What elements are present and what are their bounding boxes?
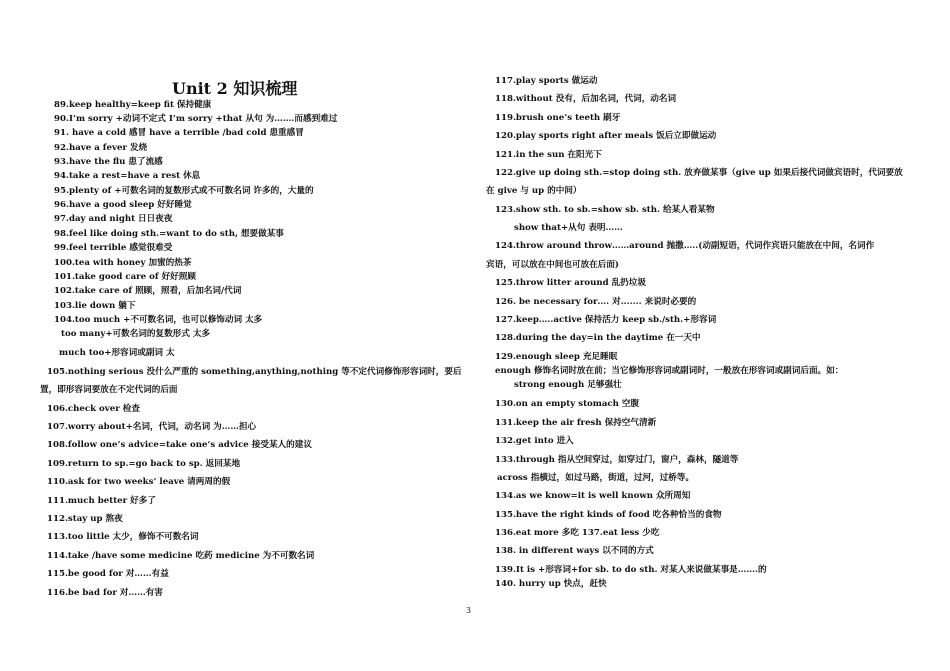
right-line-121: 121.in the sun 在阳光下: [495, 150, 602, 160]
left-line-93: 93.have the flu 患了流感: [54, 157, 163, 167]
right-line-133-across: across 指横过，如过马路，街道，过河，过桥等。: [497, 473, 695, 483]
left-line-110: 110.ask for two weeks’ leave 请两周的假: [47, 477, 231, 487]
left-line-95: 95.plenty of +可数名词的复数形式或不可数名词 许多的，大量的: [54, 186, 314, 196]
left-line-108: 108.follow one’s advice=take one’s advice 接受某人的建议: [47, 440, 312, 450]
left-line-105: 105.nothing serious 没什么严重的 something,anything,nothing 等不定代词修饰形容词时，要后: [47, 367, 462, 377]
right-line-120: 120.play sports right after meals 饭后立即做运动: [495, 131, 717, 141]
left-line-112: 112.stay up 熬夜: [47, 514, 123, 524]
left-line-94: 94.take a rest=have a rest 休息: [54, 171, 201, 181]
right-line-131: 131.keep the air fresh 保持空气清新: [495, 418, 657, 428]
left-line-89: 89.keep healthy=keep fit 保持健康: [54, 100, 212, 110]
right-line-117: 117.play sports 做运动: [495, 76, 598, 86]
left-line-105-cont: 置，即形容词要放在不定代词的后面: [40, 385, 178, 395]
right-line-133: 133.through 指从空间穿过，如穿过门，窗户，森林，隧道等: [495, 455, 739, 465]
right-line-129: 129.enough sleep 充足睡眠: [495, 352, 618, 362]
left-line-114: 114.take /have some medicine 吃药 medicine 为不可数名词: [47, 551, 315, 561]
left-line-99: 99.feel terrible 感觉很难受: [54, 243, 173, 253]
left-line-98: 98.feel like doing sth.=want to do sth, 想要做某事: [54, 229, 284, 239]
left-line-92: 92.have a fever 发烧: [54, 143, 148, 153]
right-line-122: 122.give up doing sth.=stop doing sth. 放弃做某事（give up 如果后接代词做宾语时，代词要放: [495, 168, 903, 178]
left-line-116: 116.be bad for 对……有害: [47, 588, 163, 598]
right-line-124: 124.throw around throw……around 抛撒…..(动副短语，代词作宾语只能放在中间，名词作: [495, 241, 875, 251]
left-line-109: 109.return to sp.=go back to sp. 返回某地: [47, 459, 241, 469]
left-line-96: 96.have a good sleep 好好睡觉: [54, 200, 192, 210]
right-line-139: 139.It is +形容词+for sb. to do sth. 对某人来说做某事是…….的: [495, 565, 767, 575]
left-line-104-much-too: much too+形容词或副词 太: [59, 348, 175, 358]
right-line-132: 132.get into 进入: [495, 436, 574, 446]
left-line-107: 107.worry about+名词，代词，动名词 为……担心: [47, 422, 257, 432]
right-line-138: 138. in different ways 以不同的方式: [495, 546, 654, 556]
right-line-119: 119.brush one’s teeth 刷牙: [495, 113, 621, 123]
right-line-127: 127.keep…..active 保持活力 keep sb./sth.+形容词: [495, 315, 717, 325]
page-title: Unit 2 知识梳理: [172, 79, 298, 98]
left-line-97: 97.day and night 日日夜夜: [54, 214, 173, 224]
right-line-123-show-that: show that+从句 表明……: [514, 223, 623, 233]
left-line-104-too-many: too many+可数名词的复数形式 太多: [61, 329, 211, 339]
right-line-124-cont: 宾语，可以放在中间也可放在后面): [486, 260, 619, 270]
right-line-129-example: strong enough 足够强壮: [514, 380, 622, 390]
right-line-125: 125.throw litter around 乱扔垃圾: [495, 278, 646, 288]
left-line-103: 103.lie down 躺下: [54, 301, 136, 311]
left-line-106: 106.check over 检查: [47, 404, 140, 414]
right-line-118: 118.without 没有，后加名词，代词，动名词: [495, 94, 677, 104]
right-line-122-cont: 在 give 与 up 的中间）: [486, 186, 582, 196]
right-line-130: 130.on an empty stomach 空腹: [495, 399, 640, 409]
right-line-126: 126. be necessary for…. 对....... 来说时必要的: [495, 297, 697, 307]
right-line-136-137: 136.eat more 多吃 137.eat less 少吃: [495, 528, 660, 538]
left-line-91: 91. have a cold 感冒 have a terrible /bad cold 患重感冒: [54, 128, 304, 138]
left-line-113: 113.too little 太少，修饰不可数名词: [47, 532, 199, 542]
right-line-140: 140. hurry up 快点，赶快: [495, 579, 607, 589]
right-line-134: 134.as we know=it is well known 众所周知: [495, 491, 691, 501]
left-line-90: 90.I’m sorry +动词不定式 I’m sorry +that 从句 为…….而感到难过: [54, 114, 338, 124]
left-line-115: 115.be good for 对……有益: [47, 569, 169, 579]
right-line-128: 128.during the day=in the daytime 在一天中: [495, 333, 701, 343]
right-line-123: 123.show sth. to sb.=show sb. sth. 给某人看某物: [495, 205, 715, 215]
left-line-100: 100.tea with honey 加蜜的热茶: [54, 258, 192, 268]
left-line-104: 104.too much +不可数名词，也可以修饰动词 太多: [54, 315, 263, 325]
left-line-101: 101.take good care of 好好照顾: [54, 272, 196, 282]
right-line-135: 135.have the right kinds of food 吃各种恰当的食物: [495, 510, 722, 520]
right-line-129-note: enough 修饰名词时放在前；当它修饰形容词或副词时，一般放在形容词或副词后面。如：: [495, 366, 844, 376]
left-line-111: 111.much better 好多了: [47, 496, 156, 506]
page-number: 3: [466, 606, 472, 615]
left-line-102: 102.take care of 照顾，照看，后加名词/代词: [54, 286, 242, 296]
